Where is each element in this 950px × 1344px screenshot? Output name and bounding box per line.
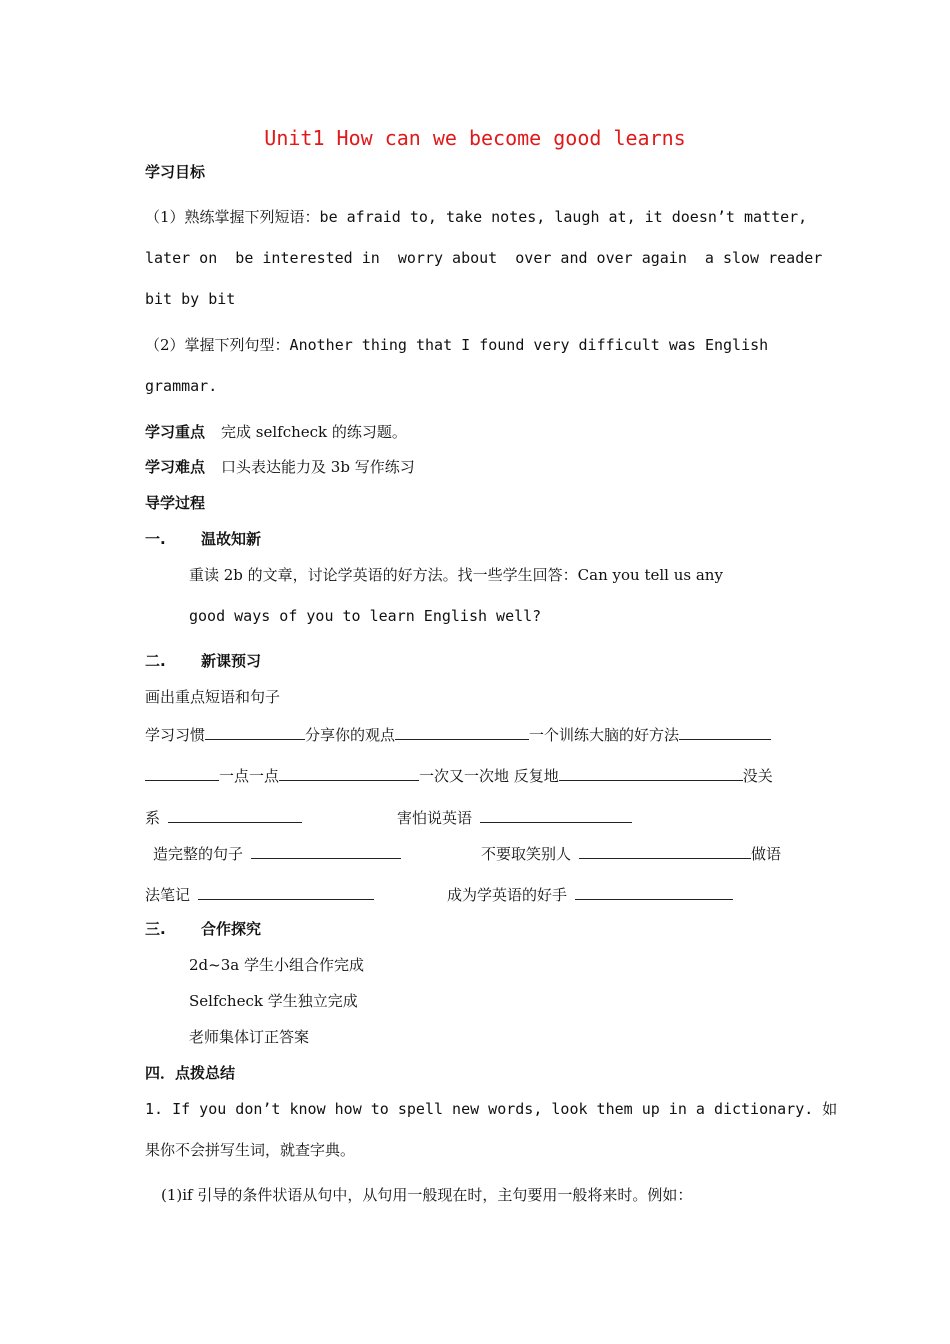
- answer-blank[interactable]: [205, 723, 305, 740]
- difficulty-text: 口头表达能力及 3b 写作练习: [221, 458, 415, 476]
- focus-text: 完成 selfcheck 的练习题。: [221, 423, 407, 441]
- phrase-row-5: [145, 883, 374, 905]
- goals-item1-label: （1）熟练掌握下列短语：: [145, 208, 320, 226]
- answer-blank[interactable]: [395, 723, 529, 740]
- section1-num: 一.: [145, 530, 166, 548]
- difficulty-row: [145, 457, 415, 477]
- answer-blank[interactable]: [145, 764, 219, 781]
- phrase-share-opinion: 分享你的观点: [305, 726, 396, 744]
- phrase-row-4b: [481, 842, 781, 864]
- goals-item2-sentence-1: Another thing that I found very difficult was English: [289, 336, 769, 354]
- phrase-grammar-notes-end: 法笔记: [145, 886, 191, 904]
- phrase-row-2: [145, 764, 773, 786]
- point1-sub1: (1)if 引导的条件状语从句中，从句用一般现在时，主句要用一般将来时。例如：: [161, 1186, 693, 1204]
- phrase-dont-laugh: 不要取笑别人: [481, 845, 572, 863]
- phrase-row-5b: [447, 883, 733, 905]
- goals-item2-sentence-2: grammar.: [145, 377, 218, 395]
- goals-item2-line1: [145, 335, 768, 355]
- goals-item1-phrases-3: bit by bit: [145, 290, 236, 308]
- goals-heading: 学习目标: [145, 163, 206, 181]
- point1-chinese: 果你不会拼写生词，就查字典。: [145, 1141, 356, 1159]
- phrase-afraid-speak: 害怕说英语: [397, 809, 473, 827]
- document-title: Unit1 How can we become good learns: [264, 126, 686, 150]
- phrase-row-1: [145, 723, 771, 745]
- goals-item2-label: （2）掌握下列句型：: [145, 336, 290, 354]
- answer-blank[interactable]: [480, 806, 632, 823]
- process-heading: 导学过程: [145, 494, 206, 512]
- phrase-over-and-over: 一次又一次地 反复地: [419, 767, 559, 785]
- section2-heading: 新课预习: [201, 652, 262, 670]
- goals-item1-line1: [145, 207, 807, 227]
- focus-row: [145, 422, 407, 442]
- phrase-row-3: [145, 806, 302, 828]
- section1-line1: 重读 2b 的文章，讨论学英语的好方法。找一些学生回答：Can you tell us any: [189, 566, 723, 584]
- point1-english: 1. If you don’t know how to spell new words, look them up in a dictionary. 如: [145, 1100, 838, 1118]
- difficulty-heading: 学习难点: [145, 458, 206, 476]
- section3-line1: 2d~3a 学生小组合作完成: [189, 956, 364, 974]
- section1-line2: good ways of you to learn English well?: [189, 607, 542, 625]
- answer-blank[interactable]: [168, 806, 302, 823]
- answer-blank[interactable]: [579, 842, 751, 859]
- phrase-study-habits: 学习习惯: [145, 726, 206, 744]
- answer-blank[interactable]: [251, 842, 401, 859]
- answer-blank[interactable]: [559, 764, 743, 781]
- phrase-doesnt-matter-start: 没关: [742, 767, 773, 785]
- section2-num: 二.: [145, 652, 166, 670]
- section3-num: 三.: [145, 920, 166, 938]
- phrase-row-3b: [397, 806, 632, 828]
- focus-heading: 学习重点: [145, 423, 206, 441]
- answer-blank[interactable]: [679, 723, 771, 740]
- section2-instruction: 画出重点短语和句子: [145, 688, 281, 706]
- phrase-complete-sentences: 造完整的句子: [153, 845, 244, 863]
- section3-line3: 老师集体订正答案: [189, 1028, 310, 1046]
- phrase-row-4: [153, 842, 401, 864]
- section4-heading: 四．点拨总结: [145, 1064, 236, 1082]
- goals-item1-phrases-2: later on be interested in worry about over and over again a slow reader: [145, 249, 823, 267]
- answer-blank[interactable]: [279, 764, 419, 781]
- phrase-good-learner: 成为学英语的好手: [447, 886, 568, 904]
- answer-blank[interactable]: [575, 883, 733, 900]
- section3-line2: Selfcheck 学生独立完成: [189, 992, 358, 1010]
- section1-heading: 温故知新: [201, 530, 262, 548]
- phrase-grammar-notes-start: 做语: [751, 845, 782, 863]
- answer-blank[interactable]: [198, 883, 374, 900]
- phrase-doesnt-matter-end: 系: [145, 809, 161, 827]
- phrase-bit-by-bit: 一点一点: [219, 767, 280, 785]
- goals-item1-phrases-1: be afraid to, take notes, laugh at, it doesn’t matter,: [319, 208, 808, 226]
- phrase-train-brain: 一个训练大脑的好方法: [529, 726, 680, 744]
- section3-heading: 合作探究: [201, 920, 262, 938]
